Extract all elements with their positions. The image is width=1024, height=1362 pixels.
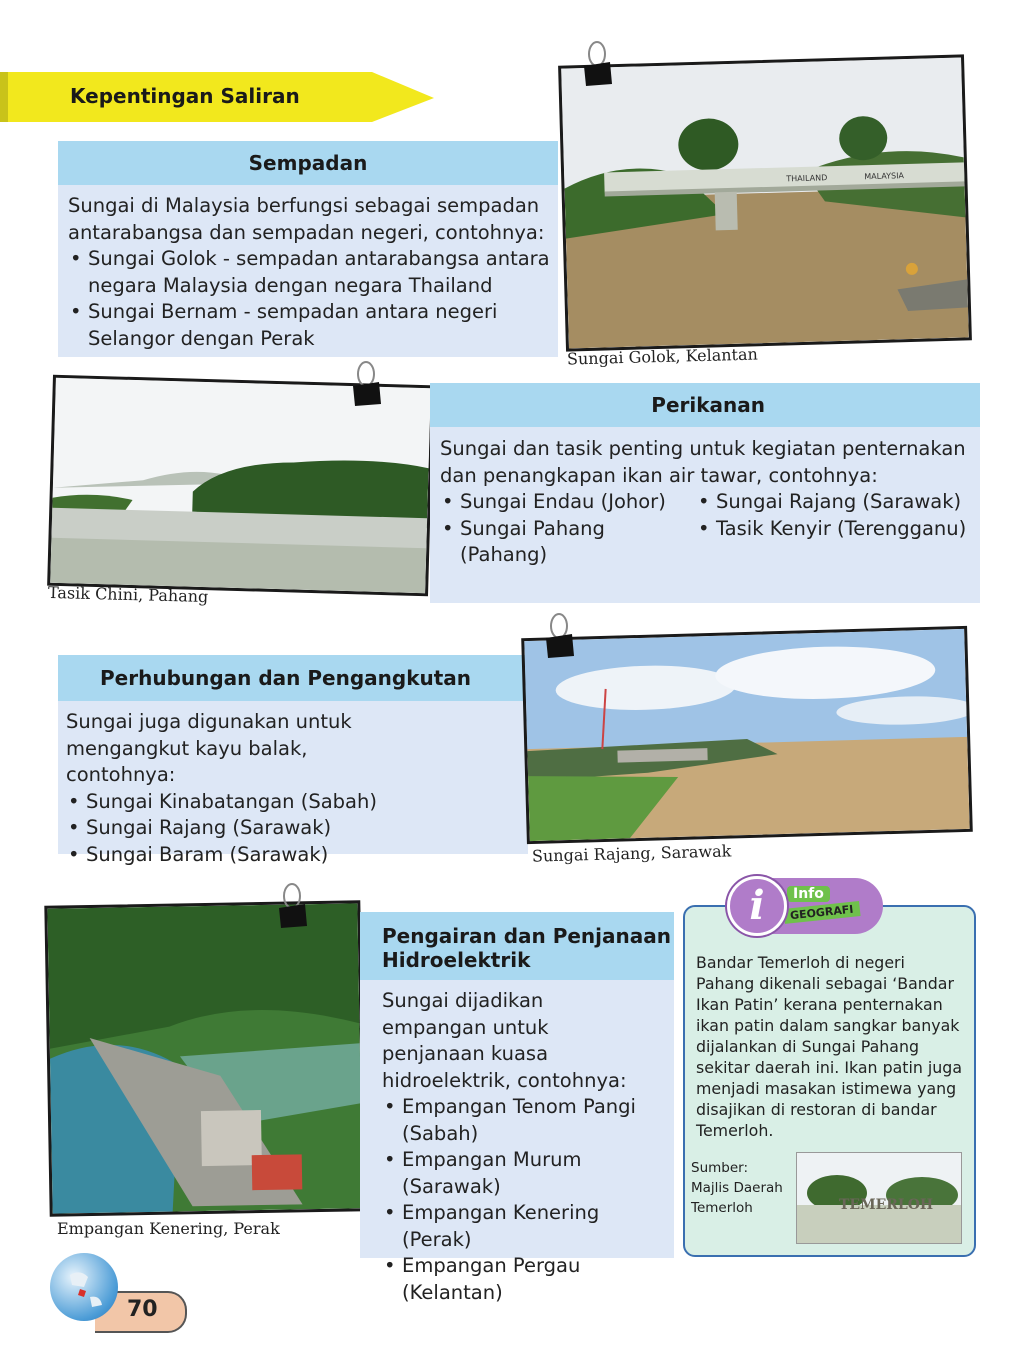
bridge-sign-malaysia: MALAYSIA [864, 171, 905, 182]
perikanan-body [430, 427, 980, 603]
photo-sungai-golok [558, 54, 972, 351]
photo-empangan-kenering [44, 900, 365, 1216]
info-source [691, 1158, 791, 1218]
photo-sungai-rajang [521, 626, 973, 844]
caption-sungai-golok: Sungai Golok, Kelantan [566, 344, 759, 369]
list-item: • Sungai Bernam - sempadan antara negeri Selangor dengan Perak [68, 299, 558, 352]
info-badge-bottom: GEOGRAFI [783, 901, 860, 924]
list-item: • Empangan Pergau (Kelantan) [382, 1253, 674, 1306]
list-item: • Sungai Baram (Sarawak) [66, 842, 528, 869]
photo-temerloh [796, 1152, 962, 1244]
page-number: 70 [127, 1297, 158, 1322]
info-source-name: Majlis Daerah Temerloh [691, 1180, 783, 1216]
list-item: • Sungai Rajang (Sarawak) [66, 815, 528, 842]
bridge-sign-thailand: THAILAND [786, 173, 828, 184]
list-item: • Empangan Kenering (Perak) [382, 1200, 674, 1253]
perhubungan-intro: Sungai juga digunakan untuk mengangkut kayu balak, contohnya: [66, 710, 352, 786]
pengairan-heading: Pengairan dan Penjanaan Hidroelektrik [360, 912, 674, 980]
list-item: • Sungai Rajang (Sarawak) [696, 489, 966, 516]
info-icon [727, 876, 787, 936]
pengairan-body [360, 980, 674, 1304]
info-source-label: Sumber: [691, 1160, 749, 1176]
caption-sungai-rajang: Sungai Rajang, Sarawak [531, 841, 732, 866]
binder-clip-icon [578, 40, 616, 88]
list-item: • Tasik Kenyir (Terengganu) [696, 516, 966, 543]
perhubungan-body [58, 701, 528, 866]
info-icon-letter: i [749, 882, 765, 929]
globe-icon [50, 1253, 118, 1321]
list-item: • Sungai Golok - sempadan antarabangsa antara negara Malaysia dengan negara Thailand [68, 246, 558, 299]
list-item: • Sungai Endau (Johor) [440, 489, 696, 516]
sempadan-intro: Sungai di Malaysia berfungsi sebagai sempadan antarabangsa dan sempadan negeri, contohnya: [68, 194, 545, 244]
caption-empangan-kenering: Empangan Kenering, Perak [57, 1219, 280, 1238]
sempadan-body [58, 185, 558, 357]
section-title: Kepentingan Saliran [70, 84, 300, 108]
list-item: • Empangan Murum (Sarawak) [382, 1147, 674, 1200]
list-item: • Empangan Tenom Pangi (Sabah) [382, 1094, 674, 1147]
list-item: • Sungai Pahang (Pahang) [440, 516, 696, 569]
perikanan-heading: Perikanan [430, 383, 980, 427]
pengairan-intro: Sungai dijadikan empangan untuk penjanaan kuasa hidroelektrik, contohnya: [382, 989, 627, 1092]
binder-clip-icon [347, 360, 385, 408]
sempadan-heading: Sempadan [58, 141, 558, 185]
perhubungan-heading: Perhubungan dan Pengangkutan [58, 655, 528, 701]
binder-clip-icon [540, 612, 578, 660]
temerloh-sign: TEMERLOH [839, 1197, 934, 1213]
info-text: Bandar Temerloh di negeri Pahang dikenali sebagai ‘Bandar Ikan Patin’ kerana penternakan ikan patin dalam sangkar banyak dijalankan di Sungai Pahang sekitar daerah ini. Ikan patin juga menjadi masakan istimewa yang disajikan di restoran di bandar Temerloh. [696, 953, 963, 1140]
list-item: • Sungai Kinabatangan (Sabah) [66, 789, 528, 816]
caption-tasik-chini: Tasik Chini, Pahang [47, 582, 209, 607]
binder-clip-icon [273, 882, 311, 930]
perikanan-intro: Sungai dan tasik penting untuk kegiatan penternakan dan penangkapan ikan air tawar, contohnya: [440, 437, 966, 487]
info-badge-top: Info [787, 886, 830, 902]
